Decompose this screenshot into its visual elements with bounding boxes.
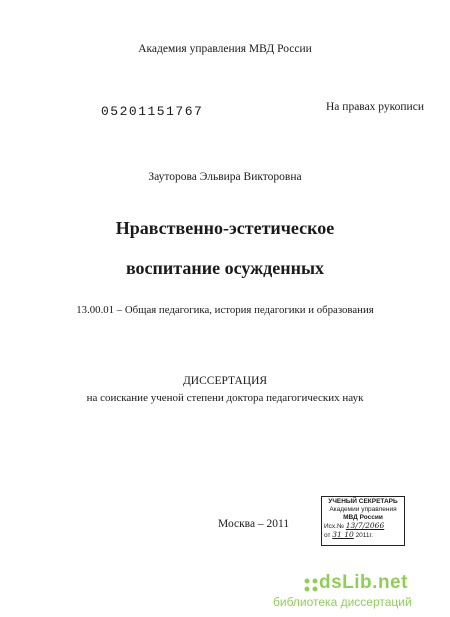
stamp-line-2: Академии управления	[329, 506, 397, 513]
stamp-date-row	[324, 531, 402, 540]
stamp-line-3: МВД России	[343, 514, 383, 521]
watermark-domain: dsLib.net	[319, 572, 408, 593]
academy-name: Академия управления МВД России	[138, 43, 312, 55]
document-code: 05201151767	[101, 104, 204, 119]
degree-description: на соискание ученой степени доктора педагогических наук	[86, 392, 364, 404]
watermark-subtitle: библиотека диссертаций	[273, 595, 412, 609]
dissertation-title-line-1: Нравственно-эстетическое	[115, 218, 335, 238]
stamp-date-value: 31 10	[332, 530, 354, 539]
author-name: Зауторова Эльвира Викторовна	[148, 171, 302, 183]
stamp-date-year: 2011г.	[355, 532, 373, 539]
city-year: Москва – 2011	[218, 518, 290, 530]
dissertation-title-line-2: воспитание осужденных	[125, 258, 325, 278]
manuscript-rights-note: На правах рукописи	[326, 101, 424, 113]
stamp-ref-label: Исх.№	[324, 523, 344, 530]
stamp-line-1: УЧЕНЫЙ СЕКРЕТАРЬ	[328, 498, 398, 505]
secretary-stamp	[321, 496, 405, 546]
specialty-code: 13.00.01 – Общая педагогика, история педагогики и образования	[76, 304, 374, 316]
document-type: ДИССЕРТАЦИЯ	[182, 375, 268, 387]
stamp-ref-value: 13/7/2066	[345, 521, 385, 530]
stamp-date-label: от	[324, 532, 331, 539]
